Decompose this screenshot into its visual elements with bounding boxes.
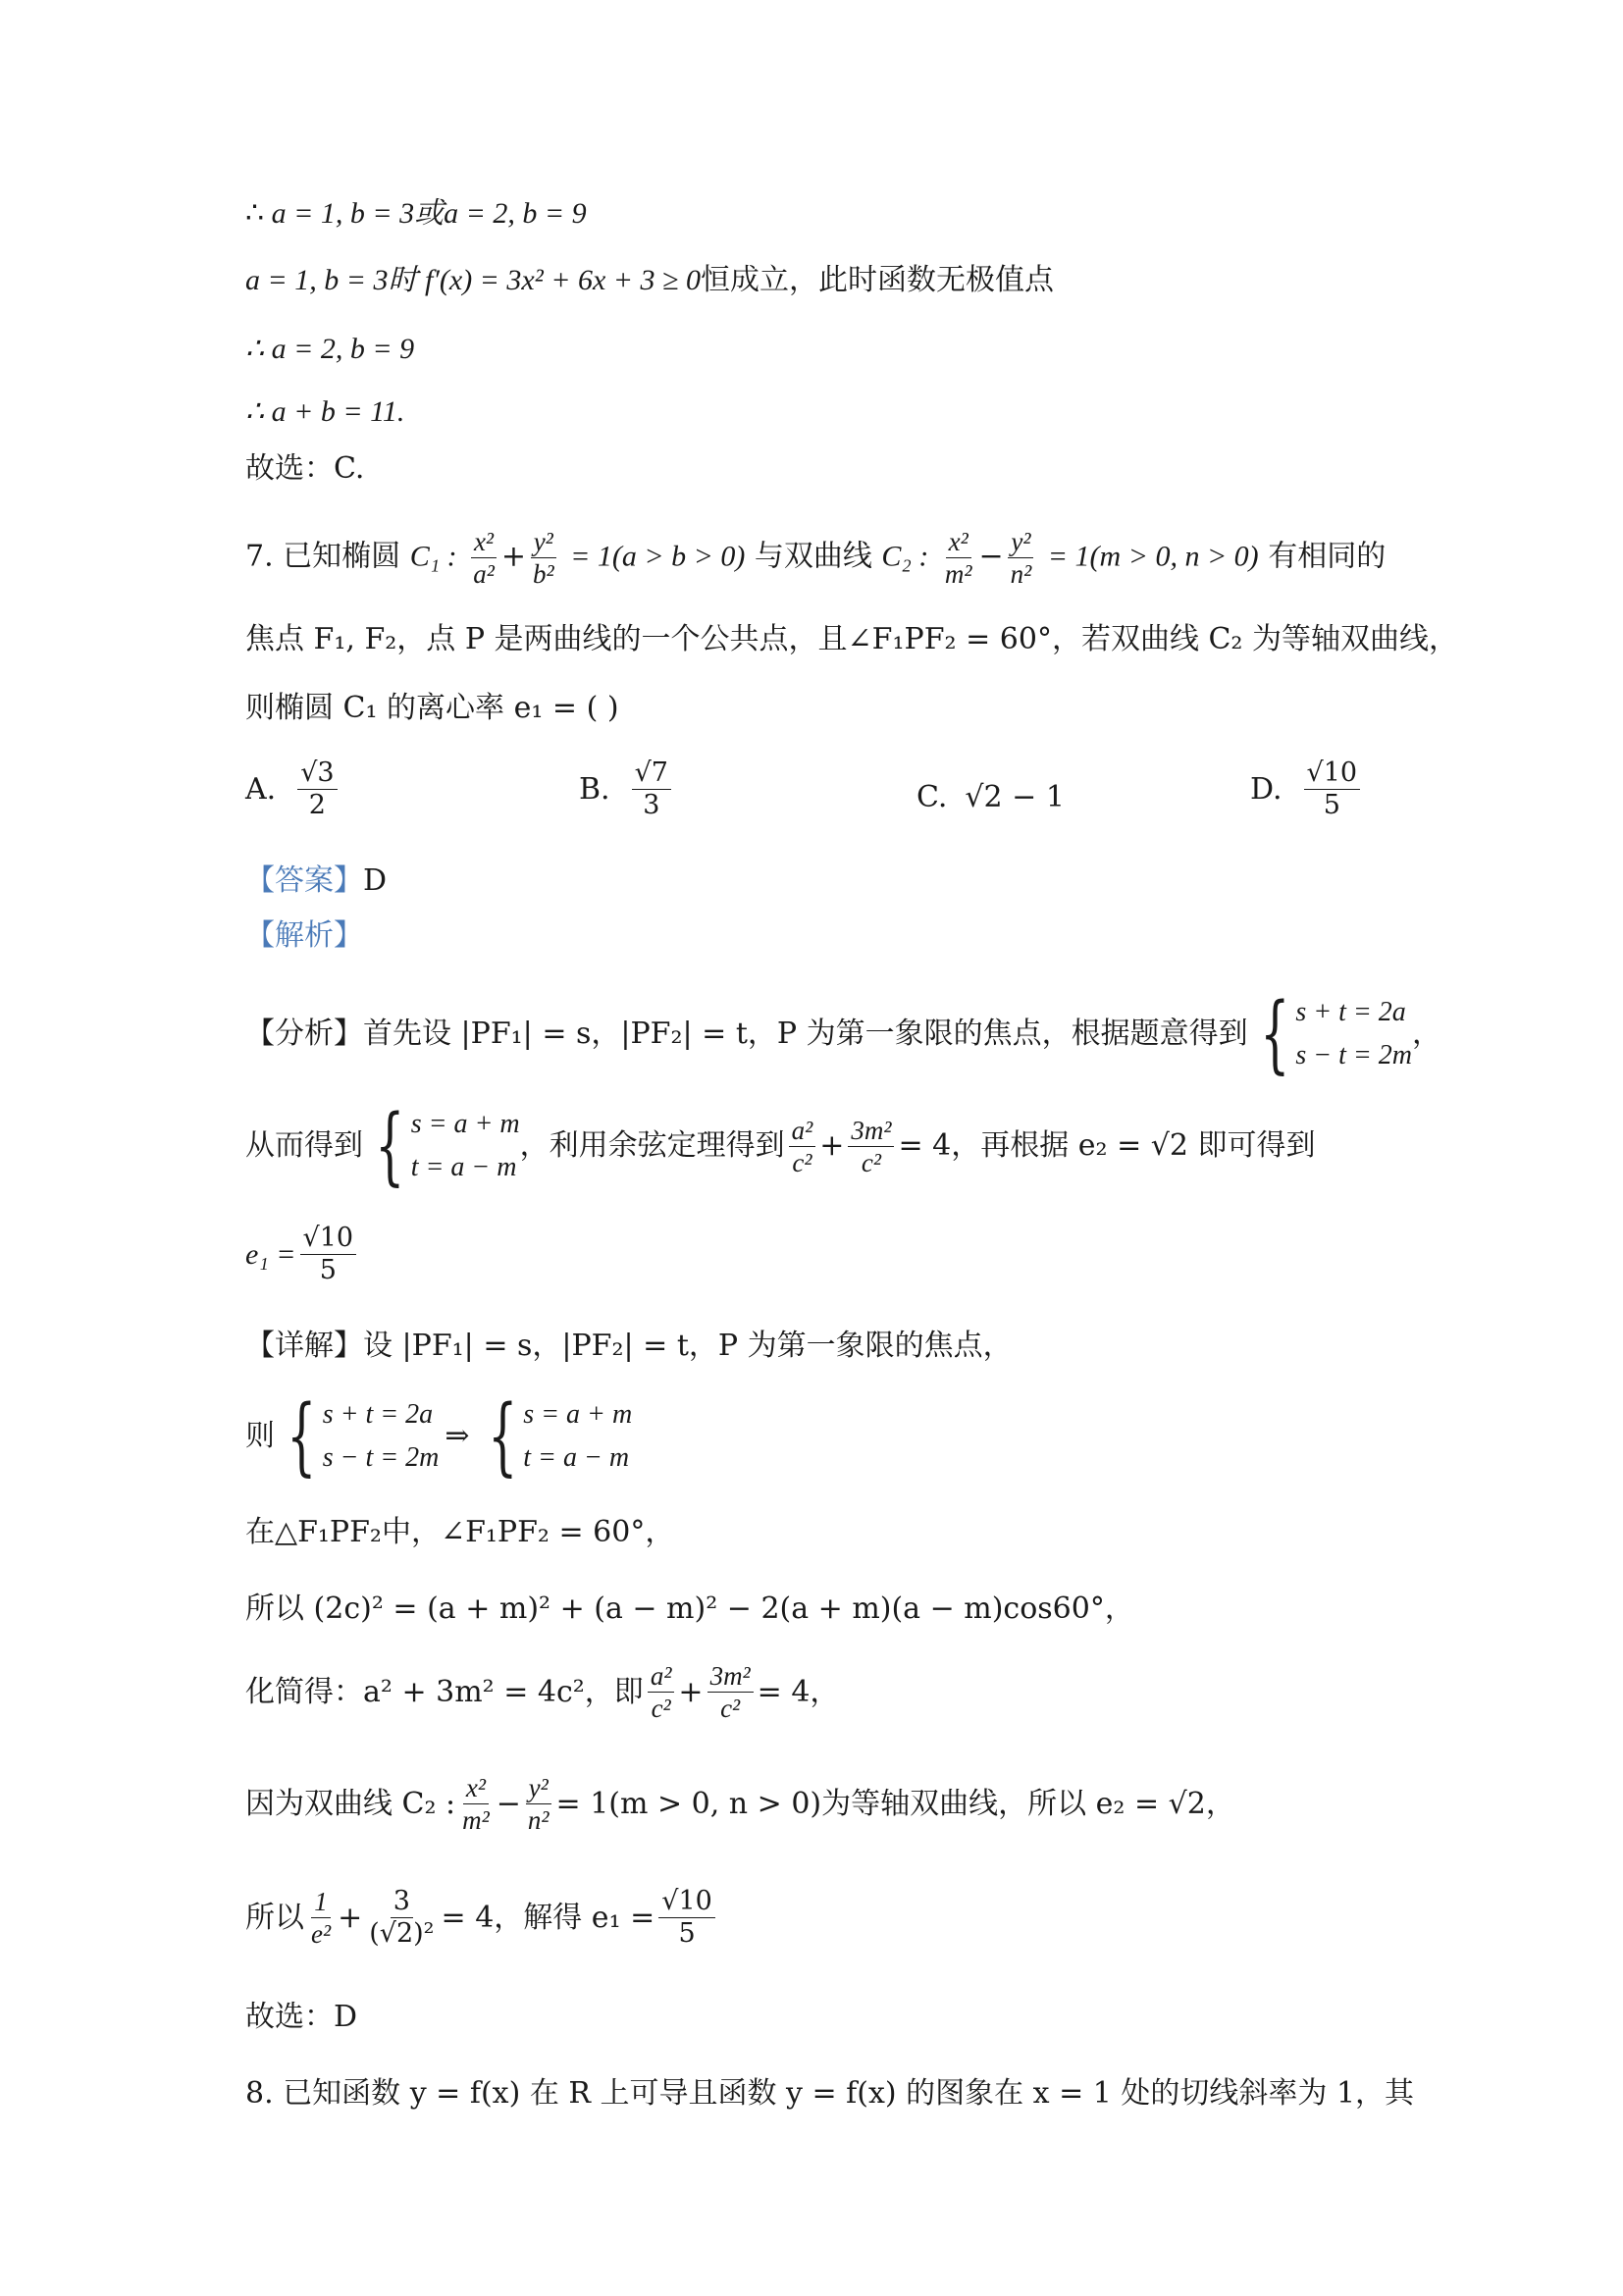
detail-line-7: 所以 $\frac{1}{\text{e²}}$ + $\frac{3}{\text{(√2)²}}$ = 4，解得 e₁ = $\frac{√10}{5}$ (245, 1886, 719, 1950)
solution-line-3: ∴ a = 2, b = 9 (245, 333, 415, 365)
detail-line-1: 【详解】设 |PF₁| = s，|PF₂| = t，P 为第一象限的焦点， (245, 1329, 1013, 1363)
solution-line-1: ∴ a = 1, b = 3或a = 2, b = 9 (245, 197, 587, 230)
analysis-heading: 【解析】 (245, 918, 363, 953)
detail-line-5: 化简得：a² + 3m² = 4c²，即 $\frac{\text{a²}}{\text{c²}}$ + $\frac{\text{3m²}}{\text{c²}}$ = 4， (245, 1661, 840, 1723)
option-d: D. $\frac{√10}{5}$ (1250, 757, 1364, 821)
analysis-tag: 【分析】 (245, 1017, 363, 1051)
option-c: C. √2 − 1 (916, 780, 1065, 814)
option-b: B. $\frac{√7}{3}$ (579, 757, 675, 821)
system-brace-2: { s = a + m t = a − m (375, 1097, 520, 1195)
option-a: A. $\frac{√3}{2}$ (245, 757, 341, 821)
analysis-line-1: 【分析】 首先设 |PF₁| = s，|PF₂| = t，P 为第一象限的焦点，根据题意得到 { s + t = 2a s − t = 2m ， (245, 985, 1442, 1083)
detail-line-3: 在△F₁PF₂中，∠F₁PF₂ = 60°， (245, 1515, 675, 1549)
analysis-line-2: 从而得到 { s = a + m t = a − m ，利用余弦定理得到 $\frac{\text{a²}}{\text{c²}}$ + $\frac{\text{3m²}}{\text{c²}}$ = 4，再根据 e₂ = √2 即可得到 (245, 1097, 1316, 1195)
detail-line-4: 所以 (2c)² = (a + m)² + (a − m)² − 2(a + m)(a − m)cos60°， (245, 1592, 1134, 1626)
detail-line-6: 因为双曲线 C₂ : $\frac{\text{x²}}{\text{m²}}$ − $\frac{\text{y²}}{\text{n²}}$ = 1(m > 0, n > 0)为等轴双曲线，所以 e₂ = √2， (245, 1773, 1235, 1835)
detail-line-2: 则 { s + t = 2a s − t = 2m ⇒ { s = a + m t = a − m (245, 1387, 633, 1486)
q8-stem-line-1: 8. 已知函数 y = f(x) 在 R 上可导且函数 y = f(x) 的图象在 x = 1 处的切线斜率为 1，其 (245, 2076, 1415, 2111)
q7-stem-line-2: 焦点 F₁, F₂，点 P 是两曲线的一个公共点，且∠F₁PF₂ = 60°，若双曲线 C₂ 为等轴双曲线， (245, 622, 1458, 656)
detail-line-8: 故选：D (245, 2000, 358, 2034)
detail-tag: 【详解】 (245, 1329, 363, 1363)
system-brace-4: { s = a + m t = a − m (487, 1387, 633, 1486)
q7-stem-line-1: 7. 已知椭圆 C₁ : $\frac{\text{x²}}{\text{a²}}$ + $\frac{\text{y²}}{\text{b²}}$ = 1(a > b > 0) 与双曲线 C₂ : $\frac{\text{x²}}{\text{m²}}$ − $\frac{\text{y²}}{\text{n²}}$ = 1(m > 0, n > 0) 有相同的 (245, 527, 1387, 589)
solution-line-2: a = 1, b = 3时 f′(x) = 3x² + 6x + 3 ≥ 0恒成立，此时函数无极值点 (245, 263, 1055, 297)
q7-stem-line-3: 则椭圆 C₁ 的离心率 e₁ = ( ) (245, 691, 619, 725)
solution-line-4: ∴ a + b = 11. (245, 395, 405, 428)
system-brace-1: { s + t = 2a s − t = 2m (1259, 985, 1413, 1083)
solution-line-5: 故选：C. (245, 451, 365, 486)
system-brace-3: { s + t = 2a s − t = 2m (287, 1387, 440, 1486)
answer-line: 【答案】D (245, 863, 388, 898)
analysis-line-3: e₁ = $\frac{√10}{5}$ (245, 1223, 360, 1286)
